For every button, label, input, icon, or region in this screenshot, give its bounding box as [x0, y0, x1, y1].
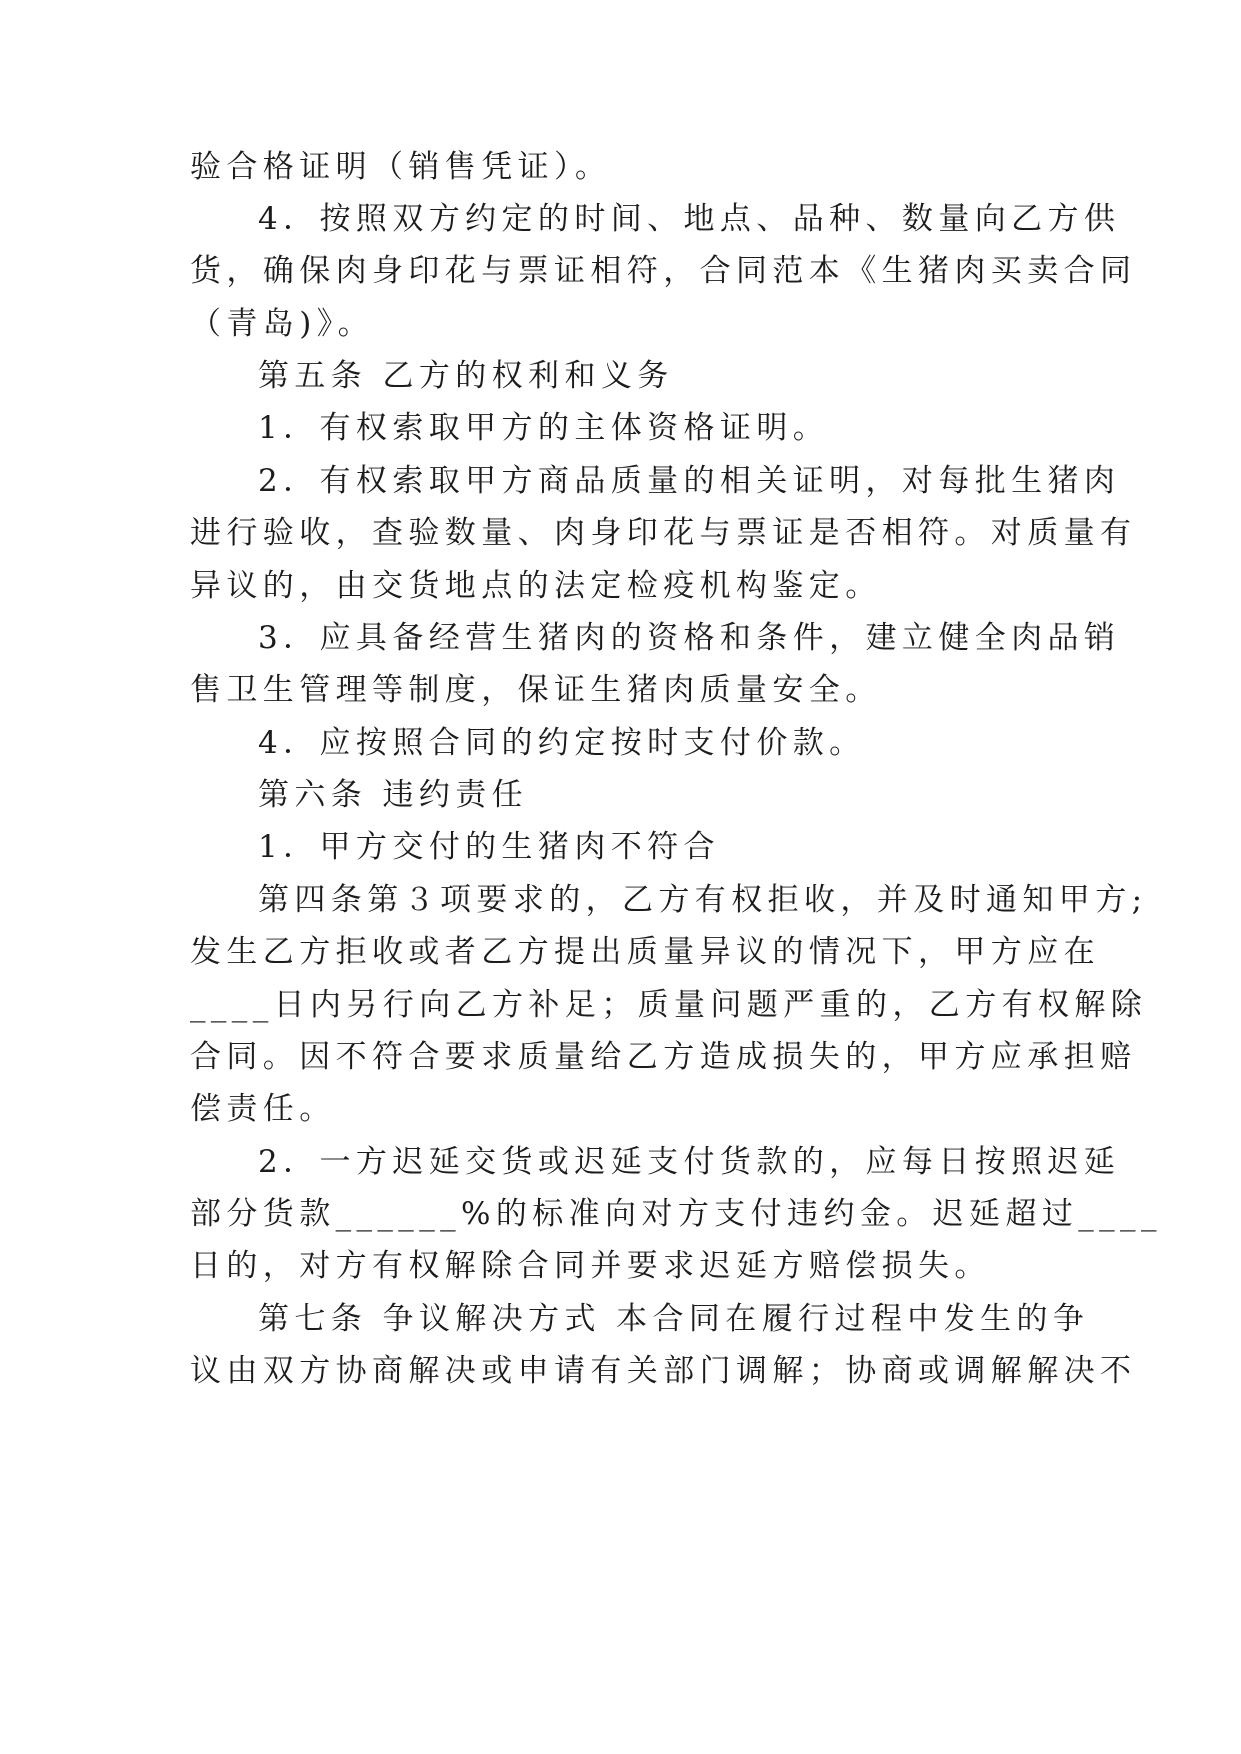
- text-line: 日的，对方有权解除合同并要求迟延方赔偿损失。: [190, 1248, 991, 1284]
- text-line: 1．甲方交付的生猪肉不符合: [258, 829, 720, 865]
- text-line: 2．一方迟延交货或迟延支付货款的，应每日按照迟延: [258, 1144, 1121, 1180]
- text-line: 4．应按照合同的约定按时支付价款。: [258, 725, 866, 761]
- text-line: 发生乙方拒收或者乙方提出质量异议的情况下，甲方应在: [190, 934, 1100, 970]
- text-line: 2．有权索取甲方商品质量的相关证明，对每批生猪肉: [258, 463, 1121, 499]
- text-line: 议由双方协商解决或申请有关部门调解；协商或调解解决不: [190, 1353, 1137, 1389]
- text-line: 货，确保肉身印花与票证相符，合同范本《生猪肉买卖合同: [190, 253, 1137, 289]
- text-line: 验合格证明（销售凭证）。: [190, 149, 612, 185]
- text-line: ____日内另行向乙方补足；质量问题严重的，乙方有权解除: [190, 987, 1148, 1023]
- text-line: 偿责任。: [190, 1091, 336, 1127]
- text-line: 3．应具备经营生猪肉的资格和条件，建立健全肉品销: [258, 620, 1121, 656]
- section-heading: 第六条 违约责任: [258, 777, 529, 813]
- text-line: 第四条第３项要求的，乙方有权拒收，并及时通知甲方;: [258, 882, 1148, 918]
- text-line: 1．有权索取甲方的主体资格证明。: [258, 410, 830, 446]
- text-line: 异议的，由交货地点的法定检疫机构鉴定。: [190, 568, 882, 604]
- text-line: 合同。因不符合要求质量给乙方造成损失的，甲方应承担赔: [190, 1039, 1137, 1075]
- text-line: 售卫生管理等制度，保证生猪肉质量安全。: [190, 672, 882, 708]
- text-line: 部分货款______%的标准向对方支付违约金。迟延超过____: [190, 1196, 1162, 1232]
- section-heading: 第七条 争议解决方式 本合同在履行过程中发生的争: [258, 1301, 1090, 1337]
- section-heading: 第五条 乙方的权利和义务: [258, 358, 674, 394]
- text-line: 进行验收，查验数量、肉身印花与票证是否相符。对质量有: [190, 515, 1137, 551]
- text-line: （青岛)》。: [190, 306, 374, 342]
- text-line: 4．按照双方约定的时间、地点、品种、数量向乙方供: [258, 201, 1121, 237]
